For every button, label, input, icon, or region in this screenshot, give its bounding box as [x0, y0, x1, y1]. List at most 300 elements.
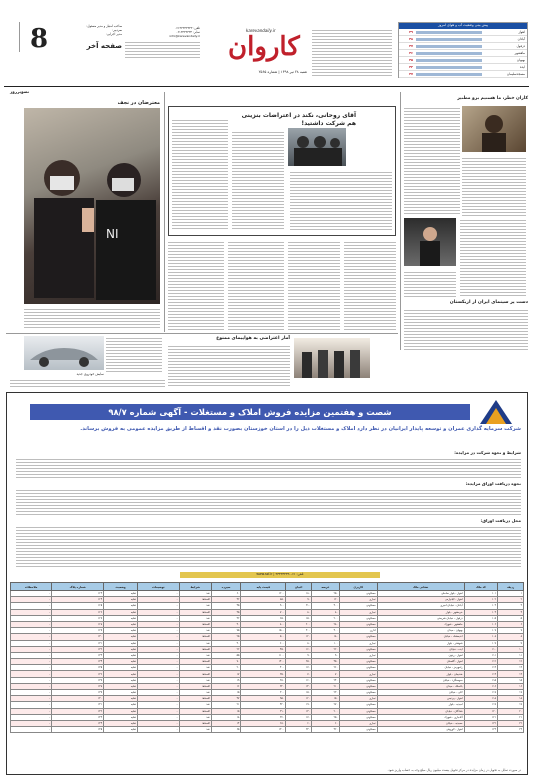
table-cell: ۲۱۰	[312, 683, 340, 689]
table-cell: ۱۲۰	[464, 708, 498, 714]
main-article-text-c	[290, 170, 392, 230]
right-col-text-b	[462, 156, 526, 216]
table-cell: رامهرمز - خیابان	[377, 665, 464, 671]
table-cell: ۴۵۰	[241, 646, 286, 652]
table-cell: تخلیه	[104, 634, 138, 640]
table-cell: ۳۲۰	[241, 683, 286, 689]
table-cell: ۹۵۰	[241, 696, 286, 702]
table-cell: ۱۷	[498, 690, 524, 696]
table-cell: ۱۲۲	[464, 720, 498, 726]
center-column-3	[288, 240, 340, 330]
site-url[interactable]: karevandaily.ir	[246, 28, 276, 33]
table-cell: نقد	[179, 665, 211, 671]
table-cell: ۱۴۰۰	[241, 659, 286, 665]
weather-bar	[416, 45, 482, 48]
table-header-cell: ملاحظات	[11, 583, 52, 591]
table-cell: اقساط	[179, 671, 211, 677]
mid-text	[168, 344, 290, 388]
table-header-cell: وضعیت	[104, 583, 138, 591]
table-cell: اقساط	[179, 646, 211, 652]
table-cell: ۲۸۰	[312, 621, 340, 627]
table-cell: نقد	[179, 603, 211, 609]
table-cell: تخلیه	[104, 714, 138, 720]
table-cell: ۷۵	[211, 628, 241, 634]
table-cell: ۴۰۰	[312, 628, 340, 634]
table-cell: ۵۵	[211, 652, 241, 658]
table-cell: -	[11, 609, 52, 615]
table-cell: ۱۲۳	[52, 591, 104, 597]
table-cell: ۱۸	[498, 696, 524, 702]
table-cell: ۴۲	[211, 597, 241, 603]
table-cell: ۲۳۰	[312, 690, 340, 696]
table-cell: تخلیه	[104, 696, 138, 702]
table-cell: تخلیه	[104, 603, 138, 609]
table-cell: تجاری	[339, 696, 377, 702]
table-cell: ۱۴۰	[52, 696, 104, 702]
table-cell: تجاری	[339, 720, 377, 726]
table-cell: -	[11, 690, 52, 696]
table-cell: -	[138, 659, 179, 665]
table-cell: ۱۳۸	[52, 683, 104, 689]
table-cell: مسکونی	[339, 646, 377, 652]
weather-row	[399, 64, 527, 71]
svg-text:NI: NI	[106, 227, 119, 241]
table-cell: مسکونی	[339, 634, 377, 640]
table-cell: مسکونی	[339, 659, 377, 665]
table-cell: مسکونی	[339, 714, 377, 720]
lower-left-text	[10, 378, 165, 388]
table-cell: -	[11, 634, 52, 640]
table-cell: ۴۰۰	[241, 665, 286, 671]
table-cell: تخلیه	[104, 615, 138, 621]
table-cell: ۱۲۴	[52, 597, 104, 603]
table-cell: -	[11, 621, 52, 627]
table-cell: -	[138, 628, 179, 634]
table-cell: ۷۰	[211, 659, 241, 665]
table-cell: اقساط	[179, 609, 211, 615]
table-cell: ۳۲	[211, 615, 241, 621]
table-cell: تجاری	[339, 652, 377, 658]
table-cell: ۱۵	[498, 677, 524, 683]
center-column-1	[168, 240, 224, 330]
table-cell: -	[138, 652, 179, 658]
table-cell: ۱۰۱	[464, 591, 498, 597]
weather-bar	[416, 38, 482, 41]
table-cell: -	[11, 714, 52, 720]
table-cell: تخلیه	[104, 652, 138, 658]
table-cell: ۸۰	[312, 609, 340, 615]
table-cell: ۲۶۰	[312, 665, 340, 671]
table-cell: ۲۷۰	[312, 702, 340, 708]
table-cell: اندیمشک - خیابان	[377, 634, 464, 640]
table-cell: ۱۵۰	[286, 690, 312, 696]
table-cell: نقد	[179, 690, 211, 696]
table-cell: ۳۰۰	[286, 628, 312, 634]
ad-section-1-text	[16, 457, 521, 479]
ad-contact-bar: تلفن: ۰۶۱-۳۳۳۳۳۳۳۳ | www.ssf.ir	[180, 572, 380, 578]
protesters-image	[24, 108, 160, 304]
table-cell: ۹۰۰	[241, 603, 286, 609]
table-cell: -	[138, 646, 179, 652]
table-cell: ۹۰	[286, 652, 312, 658]
table-cell: ۱۷۰	[286, 714, 312, 720]
table-cell: ۲۰۰	[286, 621, 312, 627]
table-cell: -	[138, 720, 179, 726]
table-cell: ۱۱۰	[464, 646, 498, 652]
ceremony-image	[294, 338, 370, 378]
table-cell: مسکونی	[339, 727, 377, 733]
table-cell: تخلیه	[104, 708, 138, 714]
table-cell: -	[11, 708, 52, 714]
right-col-headline: کاران خطر، ما هستیم برو مطنیر	[457, 96, 528, 101]
table-cell: تخلیه	[104, 665, 138, 671]
table-cell: ۱۶	[211, 683, 241, 689]
weather-temp: ۴۵	[409, 58, 413, 62]
table-cell: ۱۵۰۰	[241, 628, 286, 634]
ad-table-wrap	[10, 582, 524, 733]
weather-row	[399, 50, 527, 57]
table-cell: ۱۵	[211, 690, 241, 696]
ad-title: شصت و هفتمین مزایده فروش املاک و مستغلات - آگهی شماره ۹۸/۷	[30, 404, 470, 420]
table-cell: ۱۷	[211, 671, 241, 677]
table-cell: -	[138, 609, 179, 615]
table-cell: ۱۵۰	[286, 615, 312, 621]
table-cell: مسکونی	[339, 591, 377, 597]
table-cell: آبادان - خیابان امیری	[377, 603, 464, 609]
table-cell: ۳	[498, 603, 524, 609]
table-cell: -	[11, 720, 52, 726]
table-cell: ۱۹۰	[286, 702, 312, 708]
table-cell: نقد	[179, 714, 211, 720]
right-col-photo	[462, 106, 526, 152]
table-cell: -	[11, 677, 52, 683]
table-cell: تخلیه	[104, 671, 138, 677]
weather-city: ایذه	[519, 65, 525, 69]
table-cell: نقد	[179, 727, 211, 733]
table-cell: ۱۳۱	[52, 640, 104, 646]
table-cell: ۶۰	[286, 720, 312, 726]
table-cell: ۱۵۰	[312, 696, 340, 702]
table-cell: ۳۰۰	[312, 603, 340, 609]
weather-bar	[416, 73, 482, 76]
table-cell: حمیدیه - خیابان	[377, 720, 464, 726]
table-cell: ۶۵۰	[241, 615, 286, 621]
table-cell: ۱۱۰۰	[241, 652, 286, 658]
weather-temp: ۴۸	[409, 37, 413, 41]
table-cell: ۸۰	[286, 640, 312, 646]
table-cell: ۱۰۵	[464, 615, 498, 621]
table-cell: ۱۱۷	[464, 690, 498, 696]
table-cell: ۱۵	[211, 708, 241, 714]
weather-row	[399, 43, 527, 50]
table-cell: نقد	[179, 628, 211, 634]
weather-city: دزفول	[516, 44, 525, 48]
table-cell: تخلیه	[104, 591, 138, 597]
table-cell: ۲۸۰	[241, 720, 286, 726]
weather-header: پیش بینی وضعیت آب و هوای امروز	[399, 23, 527, 29]
table-cell: ۱۱۸	[464, 696, 498, 702]
table-cell: -	[11, 640, 52, 646]
weather-bar	[416, 59, 482, 62]
table-cell: ۳۵۰	[312, 659, 340, 665]
table-cell: -	[11, 597, 52, 603]
table-cell: ۱۸	[211, 714, 241, 720]
table-cell: تخلیه	[104, 690, 138, 696]
table-cell: ۱۸۰	[286, 591, 312, 597]
table-cell: تخلیه	[104, 727, 138, 733]
table-cell: ۷	[498, 628, 524, 634]
table-cell: ۶	[498, 621, 524, 627]
table-cell: ۱۴۴	[52, 720, 104, 726]
table-cell: -	[138, 634, 179, 640]
table-cell: -	[138, 665, 179, 671]
table-cell: ۲۰	[211, 665, 241, 671]
table-cell: اهواز - کیانپارس	[377, 597, 464, 603]
center-column-4	[344, 240, 396, 330]
table-cell: -	[138, 708, 179, 714]
company-logo-icon	[476, 398, 516, 428]
table-cell: ۱۰۲	[464, 597, 498, 603]
table-cell: -	[11, 603, 52, 609]
table-cell: -	[11, 683, 52, 689]
table-cell: -	[11, 659, 52, 665]
table-cell: تجاری	[339, 671, 377, 677]
mid-photo	[294, 338, 370, 378]
table-cell: ۷۰	[286, 671, 312, 677]
table-cell: ۱۰۳	[464, 603, 498, 609]
table-cell: -	[138, 621, 179, 627]
table-header-cell: کاربری	[339, 583, 377, 591]
officials-image	[288, 128, 346, 166]
table-cell: ۱۹	[211, 677, 241, 683]
ad-section-3-text	[16, 525, 521, 569]
table-cell: ۸۰	[286, 609, 312, 615]
table-cell: -	[138, 696, 179, 702]
table-cell: -	[138, 690, 179, 696]
table-cell: -	[138, 671, 179, 677]
ad-section-3: محل دریافت اوراق:	[480, 518, 521, 523]
table-cell: ۳۵۰	[241, 671, 286, 677]
mid-headline: آمار اعتراضی به هواپیمای ممنوع	[216, 336, 290, 341]
table-cell: -	[138, 714, 179, 720]
table-cell: تجاری	[339, 597, 377, 603]
table-cell: ۷۰	[312, 671, 340, 677]
table-cell: ۴۰	[211, 621, 241, 627]
table-cell: ۱۸۰	[312, 634, 340, 640]
table-cell: -	[138, 603, 179, 609]
table-cell: نقد	[179, 591, 211, 597]
table-cell: شادگان - خیابان	[377, 708, 464, 714]
table-cell: -	[138, 615, 179, 621]
table-cell: تخلیه	[104, 683, 138, 689]
table-cell: ۱۳۰	[286, 708, 312, 714]
table-cell: نقد	[179, 702, 211, 708]
table-cell: اهواز - گلستان	[377, 659, 464, 665]
table-cell: -	[11, 671, 52, 677]
table-cell: لالی - خیابان	[377, 690, 464, 696]
table-cell: ۳۰۰	[241, 690, 286, 696]
table-cell: -	[138, 683, 179, 689]
table-cell: آغاجاری - شهرک	[377, 714, 464, 720]
person-portrait	[462, 106, 526, 152]
table-cell: ۱۷۰	[286, 665, 312, 671]
table-cell: -	[11, 615, 52, 621]
right-col-text-d	[404, 270, 456, 298]
table-cell: ۱۱	[498, 652, 524, 658]
table-cell: -	[11, 727, 52, 733]
table-cell: خرمشهر - بلوار	[377, 609, 464, 615]
table-cell: اقساط	[179, 696, 211, 702]
table-cell: مسکونی	[339, 677, 377, 683]
ad-section-2: نحوه دریافت اوراق مزایده:	[465, 481, 521, 486]
table-cell: ۱۳۹	[52, 690, 104, 696]
table-cell: ۵	[498, 615, 524, 621]
weather-row	[399, 29, 527, 36]
table-cell: ۳۰	[211, 640, 241, 646]
table-cell: اهواز - پردیس	[377, 696, 464, 702]
table-cell: ۲۰۰	[312, 615, 340, 621]
table-cell: ۴۵	[211, 603, 241, 609]
weather-bar	[416, 52, 482, 55]
table-cell: اقساط	[179, 634, 211, 640]
table-cell: ۱۱۳	[464, 665, 498, 671]
weather-temp: ۴۷	[409, 44, 413, 48]
right-col-text-a	[404, 106, 460, 214]
table-cell: ایذه - خیابان	[377, 646, 464, 652]
car-text	[106, 336, 162, 372]
table-cell: اقساط	[179, 708, 211, 714]
table-cell: ۵۰۰	[241, 634, 286, 640]
table-cell: ۱۱۲	[464, 659, 498, 665]
table-cell: ۳۱۰	[241, 708, 286, 714]
weather-box	[398, 22, 528, 78]
ad-section-2-text	[16, 488, 521, 516]
table-cell: مسکونی	[339, 690, 377, 696]
table-cell: ۸	[498, 634, 524, 640]
ad-bottom-note: در صورت تمایل به تحویل در زمان مزایده در مرکز تحویل بیست میلیون ریال مبلغ وجه به حساب واریز شود.	[387, 768, 521, 772]
table-header-cell: نشانی ملک	[377, 583, 464, 591]
table-cell: مسکونی	[339, 683, 377, 689]
table-cell: ۱۲۸	[52, 621, 104, 627]
table-cell: -	[138, 597, 179, 603]
table-cell: ۲۲	[498, 720, 524, 726]
right-col-photo-2	[404, 218, 456, 266]
table-cell: ۲۱	[211, 702, 241, 708]
table-cell: تخلیه	[104, 646, 138, 652]
table-cell: ۲	[498, 597, 524, 603]
table-cell: اهواز - زیتون	[377, 652, 464, 658]
table-cell: مسکونی	[339, 665, 377, 671]
photo-section-label: تصویرروز	[10, 89, 30, 94]
table-cell: ۷۰۰	[241, 609, 286, 615]
table-cell: ۱۲۰۰	[241, 591, 286, 597]
weather-bar	[416, 66, 482, 69]
table-cell: -	[11, 591, 52, 597]
table-cell: اهواز - کوروش	[377, 727, 464, 733]
table-cell: ۲۳	[498, 727, 524, 733]
table-cell: ۲۴۰	[312, 677, 340, 683]
table-cell: هندیجان - بلوار	[377, 671, 464, 677]
table-cell: -	[138, 677, 179, 683]
weather-city: بهبهان	[516, 58, 525, 62]
main-article-photo	[288, 128, 346, 166]
table-cell: ۸۵۰	[241, 597, 286, 603]
weather-bar	[416, 31, 482, 34]
weather-temp: ۴۲	[409, 65, 413, 69]
weather-row	[399, 57, 527, 64]
right-col2-text	[404, 308, 528, 350]
table-cell: ۲۲۰	[312, 646, 340, 652]
table-cell: ۱۱۹	[464, 702, 498, 708]
table-cell: ۱۰۹	[464, 640, 498, 646]
table-cell: ۶۰	[211, 591, 241, 597]
table-cell: نقد	[179, 677, 211, 683]
table-cell: ۳۶۰	[241, 714, 286, 720]
table-cell: ۹۰	[286, 597, 312, 603]
page-number: 8	[30, 24, 49, 54]
table-cell: -	[11, 696, 52, 702]
table-header-cell: قیمت پایه	[241, 583, 286, 591]
table-header-cell: توضیحات	[138, 583, 179, 591]
table-cell: -	[138, 702, 179, 708]
weather-temp: ۴۹	[409, 30, 413, 34]
table-cell: ۹	[498, 640, 524, 646]
table-header-cell: اعیان	[286, 583, 312, 591]
table-cell: اقساط	[179, 659, 211, 665]
car-photo	[24, 336, 104, 370]
table-cell: -	[11, 665, 52, 671]
car-image	[24, 336, 104, 370]
table-cell: ۱۴۱	[52, 702, 104, 708]
photo-caption-body	[24, 307, 160, 329]
table-header-cell: ردیف	[498, 583, 524, 591]
weather-city: اهواز	[518, 30, 525, 34]
table-cell: ۲۲	[211, 646, 241, 652]
table-cell: ۱۰۴	[464, 609, 498, 615]
table-cell: تخلیه	[104, 702, 138, 708]
table-cell: مسکونی	[339, 708, 377, 714]
table-cell: تخلیه	[104, 720, 138, 726]
property-table	[10, 582, 524, 733]
table-cell: ۱۱۵	[464, 677, 498, 683]
table-cell: ۱۰۰	[312, 640, 340, 646]
table-header-cell: کد ملک	[464, 583, 498, 591]
table-cell: ۲۰	[498, 708, 524, 714]
weather-city: آبادان	[517, 37, 525, 41]
table-cell: ۱۳۷	[52, 677, 104, 683]
table-header-cell: شرایط	[179, 583, 211, 591]
table-header-cell: عرصه	[312, 583, 340, 591]
publisher-info: صاحب امتیاز و مدیر مسئول: سردبیر: مدیر اجرایی:	[86, 24, 122, 36]
table-cell: ۱۰۶	[464, 621, 498, 627]
table-cell: ۴	[498, 609, 524, 615]
table-cell: اقساط	[179, 683, 211, 689]
table-cell: ۳۲۰	[312, 727, 340, 733]
table-cell: ۱۲۹	[52, 628, 104, 634]
table-cell: ۴۲۰	[241, 702, 286, 708]
table-cell: اقساط	[179, 597, 211, 603]
table-cell: مسکونی	[339, 621, 377, 627]
table-cell: ۶۵	[211, 727, 241, 733]
table-header-cell: سپرده	[211, 583, 241, 591]
table-cell: سوسنگرد - خیابان	[377, 677, 464, 683]
table-cell: -	[11, 646, 52, 652]
table-cell: نقد	[179, 652, 211, 658]
table-cell: شوشتر - بلوار	[377, 640, 464, 646]
table-cell: ۱۰۷	[464, 628, 498, 634]
table-cell: تخلیه	[104, 597, 138, 603]
table-cell: ۱۴	[498, 671, 524, 677]
